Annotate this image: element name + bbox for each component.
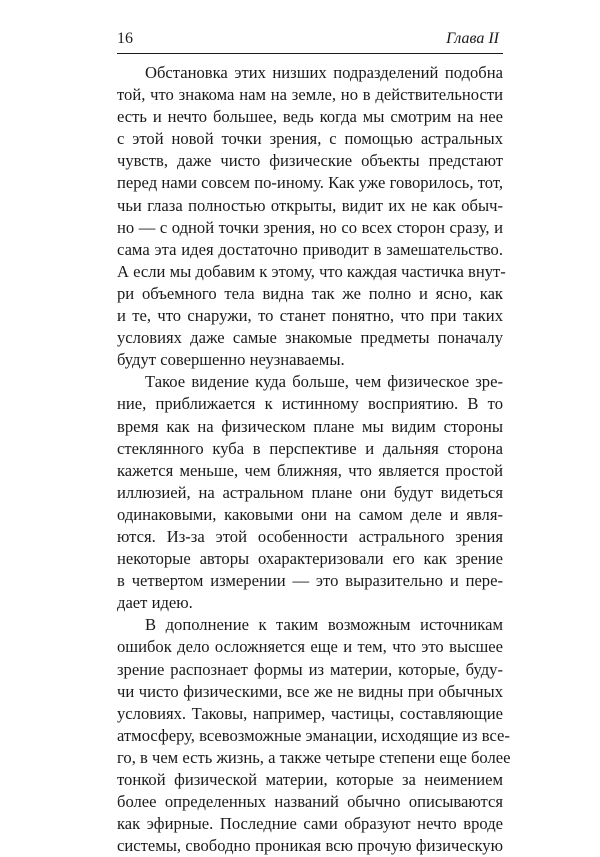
text-line: зрение распознает формы из материи, которые, буду- xyxy=(117,659,503,679)
text-line: чувств, даже чисто физические объекты предстают xyxy=(117,151,503,171)
text-line: ри объемного тела видна так же полно и ясно, как xyxy=(117,283,503,303)
text-line: будут совершенно неузнаваемы. xyxy=(117,350,345,370)
page-number: 16 xyxy=(117,30,133,47)
text-line: А если мы добавим к этому, что каждая частичка внут- xyxy=(117,261,506,281)
text-line: атмосферу, всевозможные эманации, исходящие из все- xyxy=(117,725,510,745)
text-line: как эфирные. Последние сами образуют нечто вроде xyxy=(117,814,503,834)
text-line: условиях даже самые знакомые предметы поначалу xyxy=(117,328,503,348)
text-line: одинаковыми, каковыми они на самом деле и явля- xyxy=(117,504,503,524)
text-line: той, что знакома нам на земле, но в действительности xyxy=(117,85,503,105)
text-line: но — с одной точки зрения, но со всех сторон сразу, и xyxy=(117,217,503,237)
text-line: условиях. Таковы, например, частицы, составляющие xyxy=(117,703,503,723)
text-line: время как на физическом плане мы видим стороны xyxy=(117,416,503,436)
text-line: тонкой физической материи, которые за неимением xyxy=(117,770,503,789)
text-line: стеклянного куба в перспективе и дальняя сторона xyxy=(117,438,503,458)
text-line: и те, что снаружи, то станет понятно, что при таких xyxy=(117,306,503,326)
header-rule xyxy=(117,53,503,54)
text-line: перед нами совсем по-иному. Как уже говорилось, тот, xyxy=(117,173,503,193)
text-line: го, в чем есть жизнь, а также четыре степени еще более xyxy=(117,747,511,767)
text-line: ются. Из-за этой особенности астрального зрения xyxy=(117,526,503,546)
text-line: некоторые авторы охарактеризовали его как зрение xyxy=(117,549,503,569)
chapter-title: Глава II xyxy=(446,30,499,47)
text-line: в четвертом измерении — это выразительно и пере- xyxy=(117,571,503,591)
text-line: ние, приближается к истинному восприятию. В то xyxy=(117,394,503,414)
text-line: с этой новой точки зрения, с помощью астральных xyxy=(117,129,503,149)
text-line: Такое видение куда больше, чем физическое зре- xyxy=(145,372,503,392)
body-text xyxy=(117,62,511,857)
text-line: дает идею. xyxy=(117,593,193,613)
paragraph xyxy=(117,62,506,371)
text-line: Обстановка этих низших подразделений подобна xyxy=(145,63,503,82)
paragraph xyxy=(117,614,511,857)
text-line: более определенных названий обычно описываются xyxy=(117,792,503,812)
text-line: иллюзией, на астральном плане они будут видеться xyxy=(117,482,503,502)
text-line: есть и нечто большее, ведь когда мы смотрим на нее xyxy=(117,107,503,127)
text-line: В дополнение к таким возможным источникам xyxy=(145,615,503,635)
text-line: кажется меньше, чем ближняя, что является простой xyxy=(117,460,503,480)
running-header xyxy=(117,28,503,50)
text-line: чи чисто физическими, все же не видны при обычных xyxy=(117,681,503,701)
text-line: ошибок дело осложняется еще и тем, что это высшее xyxy=(117,637,503,657)
text-line: системы, свободно проникая всю прочую физическую xyxy=(117,836,503,856)
text-line: чьи глаза полностью открыты, видит их не как обыч- xyxy=(117,195,503,215)
paragraph xyxy=(117,371,503,614)
text-line: сама эта идея достаточно приводит в замешательство. xyxy=(117,239,503,259)
